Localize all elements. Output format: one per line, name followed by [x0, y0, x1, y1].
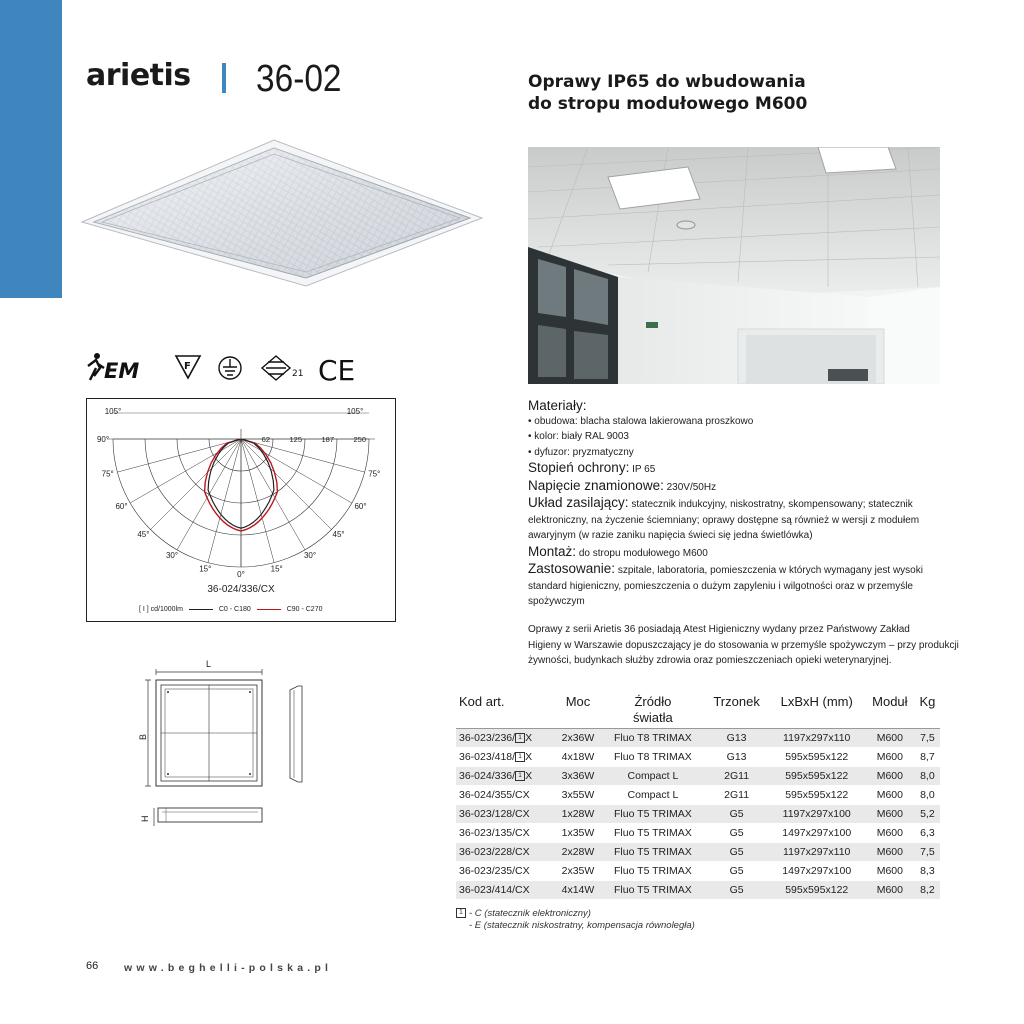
cell-code: 36-023/128/CX [456, 805, 555, 824]
polar-angle-label: 15° [270, 564, 283, 574]
application: Zastosowanie: szpitale, laboratoria, pomieszczenia w których wymagany jest wysoki [528, 561, 923, 576]
polar-angle-label: 30° [303, 551, 317, 560]
cell-dims: 595x595x122 [769, 786, 865, 805]
subtitle-line-2: do stropu modułowego M600 [528, 94, 808, 114]
polar-angle-label: 75° [101, 469, 114, 479]
materials-heading: Materiały: [528, 398, 587, 413]
polar-spoke [130, 439, 241, 503]
cell-dims: 1197x297x110 [769, 729, 865, 748]
cell-dims: 595x595x122 [769, 748, 865, 767]
col-source: Źródło światła [601, 694, 704, 729]
dimension-drawing [130, 656, 330, 836]
table-row [456, 824, 940, 843]
website-link[interactable]: www.beghelli-polska.pl [124, 962, 333, 974]
application-line: spożywczym [528, 596, 585, 607]
polar-spoke [241, 439, 352, 503]
polar-unit: [ I ] cd/1000lm [139, 606, 183, 613]
cell-kg: 8,0 [915, 767, 940, 786]
table-row [456, 862, 940, 881]
cell-dims: 1197x297x100 [769, 805, 865, 824]
polar-angle-label: 90° [96, 435, 110, 444]
polar-scale-label: 187 [321, 435, 334, 444]
cell-socket: G5 [705, 862, 769, 881]
polar-spoke [150, 439, 241, 530]
polar-angle-label: 60° [354, 502, 367, 511]
cell-source: Fluo T5 TRIMAX [601, 862, 704, 881]
cell-power: 2x28W [555, 843, 601, 862]
cell-dims: 1497x297x100 [769, 862, 865, 881]
polar-model-label: 36-024/336/CX [207, 584, 275, 595]
col-code: Kod art. [456, 694, 555, 729]
table-row [456, 881, 940, 900]
cell-module: M600 [865, 862, 915, 881]
subtitle-line-1: Oprawy IP65 do wbudowania [528, 72, 806, 92]
enec-mark-icon [262, 356, 303, 380]
polar-scale-label: 62 [261, 435, 270, 444]
cell-socket: G13 [705, 729, 769, 748]
luminaire-image [80, 138, 484, 288]
materials-item: • obudowa: blacha stalowa lakierowana proszkowo [528, 415, 754, 427]
power-supply-line: awaryjnym (w razie zaniku napięcia świeci się jedna świetlówka) [528, 530, 813, 541]
certification-marks [86, 350, 366, 386]
cell-code: 36-023/135/CX [456, 824, 555, 843]
cell-module: M600 [865, 786, 915, 805]
polar-angle-label: 105° [346, 407, 364, 416]
cell-power: 4x14W [555, 881, 601, 900]
svg-text:H: H [140, 815, 150, 822]
cell-module: M600 [865, 805, 915, 824]
f-mark-icon [176, 356, 200, 378]
cell-module: M600 [865, 843, 915, 862]
ce-mark-icon [318, 354, 355, 386]
table-row [456, 786, 940, 805]
cell-module: M600 [865, 824, 915, 843]
cell-module: M600 [865, 748, 915, 767]
footnote-box-icon: 1 [456, 908, 466, 918]
polar-angle-label: 60° [115, 502, 128, 511]
cell-socket: G13 [705, 748, 769, 767]
cell-socket: G5 [705, 824, 769, 843]
polar-spoke [117, 439, 241, 472]
cell-source: Compact L [601, 786, 704, 805]
brand-name: arietis [86, 58, 191, 93]
cell-kg: 8,3 [915, 862, 940, 881]
page-number: 66 [86, 960, 99, 972]
polar-scale-label: 250 [353, 435, 366, 444]
cell-dims: 595x595x122 [769, 767, 865, 786]
cell-power: 3x55W [555, 786, 601, 805]
legend-line-c0 [189, 609, 213, 610]
cell-power: 4x18W [555, 748, 601, 767]
cell-kg: 7,5 [915, 843, 940, 862]
cell-module: M600 [865, 729, 915, 748]
materials-item: • dyfuzor: pryzmatyczny [528, 446, 634, 458]
cell-dims: 1197x297x110 [769, 843, 865, 862]
polar-legend [139, 606, 322, 613]
cell-source: Fluo T8 TRIMAX [601, 729, 704, 748]
variant-box-icon: 1 [515, 752, 525, 762]
cell-dims: 1497x297x100 [769, 824, 865, 843]
cell-kg: 6,3 [915, 824, 940, 843]
col-power: Moc [555, 694, 601, 729]
svg-text:F: F [184, 361, 191, 372]
polar-spoke [241, 439, 332, 530]
table-row [456, 729, 940, 748]
cell-kg: 8,7 [915, 748, 940, 767]
cell-kg: 8,0 [915, 786, 940, 805]
table-row [456, 767, 940, 786]
cell-module: M600 [865, 767, 915, 786]
cell-socket: 2G11 [705, 786, 769, 805]
cell-code: 36-023/235/CX [456, 862, 555, 881]
table-row [456, 805, 940, 824]
series-code: 36-02 [256, 58, 342, 100]
svg-text:B: B [138, 733, 148, 740]
cell-source: Fluo T8 TRIMAX [601, 748, 704, 767]
application-line: standard higieniczny, pomieszczenia o dużym zapyleniu i wilgotności oraz w przemyśle [528, 580, 913, 592]
cell-socket: G5 [705, 805, 769, 824]
cell-code: 36-023/228/CX [456, 843, 555, 862]
polar-spoke [241, 439, 305, 550]
cell-socket: G5 [705, 881, 769, 900]
cell-source: Fluo T5 TRIMAX [601, 824, 704, 843]
polar-spoke [177, 439, 241, 550]
col-socket: Trzonek [705, 694, 769, 729]
svg-text:EM: EM [104, 359, 140, 383]
polar-diagram [86, 398, 396, 622]
side-accent-bar [0, 0, 62, 298]
cell-power: 3x36W [555, 767, 601, 786]
polar-angle-label: 45° [137, 529, 150, 539]
cell-source: Fluo T5 TRIMAX [601, 881, 704, 900]
product-table [456, 694, 940, 900]
polar-angle-label: 105° [104, 407, 122, 416]
variant-box-icon: 1 [515, 733, 525, 743]
svg-text:21: 21 [292, 369, 304, 379]
col-module: Moduł [865, 694, 915, 729]
specifications [528, 398, 968, 610]
cell-code: 36-023/418/ 1 X [456, 748, 555, 767]
svg-text:CE: CE [318, 354, 356, 386]
brand-separator [222, 63, 226, 93]
cell-power: 1x28W [555, 805, 601, 824]
cell-source: Compact L [601, 767, 704, 786]
table-row [456, 843, 940, 862]
polar-angle-label: 15° [199, 564, 212, 574]
polar-angle-label: 75° [368, 469, 381, 479]
polar-angle-label: 0° [237, 570, 245, 579]
mounting: Montaż: do stropu modułowego M600 [528, 543, 708, 559]
materials-item: • kolor: biały RAL 9003 [528, 431, 629, 442]
interior-photo [528, 147, 940, 384]
cell-source: Fluo T5 TRIMAX [601, 805, 704, 824]
cell-power: 2x36W [555, 729, 601, 748]
legend-c0: C0 - C180 [218, 606, 251, 613]
cell-code: 36-024/355/CX [456, 786, 555, 805]
col-kg: Kg [915, 694, 940, 729]
voltage: Napięcie znamionowe: 230V/50Hz [528, 477, 717, 493]
table-row [456, 748, 940, 767]
cell-socket: G5 [705, 843, 769, 862]
page-subtitle [528, 71, 807, 115]
polar-angle-label: 45° [332, 529, 345, 539]
cell-code: 36-023/414/CX [456, 881, 555, 900]
power-supply-line: elektroniczny, na życzenie ściemniany; oprawy dostępne są również w wersji z modułem [528, 514, 920, 526]
table-header-row [456, 694, 940, 729]
table-footnote: 1 - C (statecznik elektroniczny) - E (statecznik niskostratny, kompensacja równoległa) [456, 908, 695, 932]
legend-line-c90 [257, 609, 281, 610]
cell-kg: 5,2 [915, 805, 940, 824]
svg-text:L: L [206, 659, 212, 669]
cell-power: 1x35W [555, 824, 601, 843]
em-emergency-icon [88, 353, 139, 383]
hygiene-certificate-note: Oprawy z serii Arietis 36 posiadają Atest Higieniczny wydany przez Państwowy Zakład Higieny w Warszawie dopuszczający je do stosowania w przemyśle spożywczym – przy produkcji żywności, budynkach służby zdrowia oraz pomieszczeniach opieki weterynaryjnej. [528, 624, 959, 666]
variant-box-icon: 1 [515, 771, 525, 781]
power-supply: Układ zasilający: statecznik indukcyjny, niskostratny, skompensowany; statecznik [528, 495, 913, 510]
polar-angle-label: 30° [165, 551, 179, 560]
cell-dims: 595x595x122 [769, 881, 865, 900]
cell-kg: 8,2 [915, 881, 940, 900]
legend-c90: C90 - C270 [286, 606, 323, 613]
ip-rating: Stopień ochrony: IP 65 [528, 460, 656, 475]
polar-scale-label: 125 [289, 435, 302, 444]
earth-ground-icon [219, 357, 241, 379]
cell-code: 36-023/236/ 1 X [456, 729, 555, 748]
cell-kg: 7,5 [915, 729, 940, 748]
cell-power: 2x35W [555, 862, 601, 881]
cell-module: M600 [865, 881, 915, 900]
cell-source: Fluo T5 TRIMAX [601, 843, 704, 862]
cell-code: 36-024/336/ 1 X [456, 767, 555, 786]
col-dims: LxBxH (mm) [769, 694, 865, 729]
polar-spoke [241, 439, 365, 472]
cell-socket: 2G11 [705, 767, 769, 786]
